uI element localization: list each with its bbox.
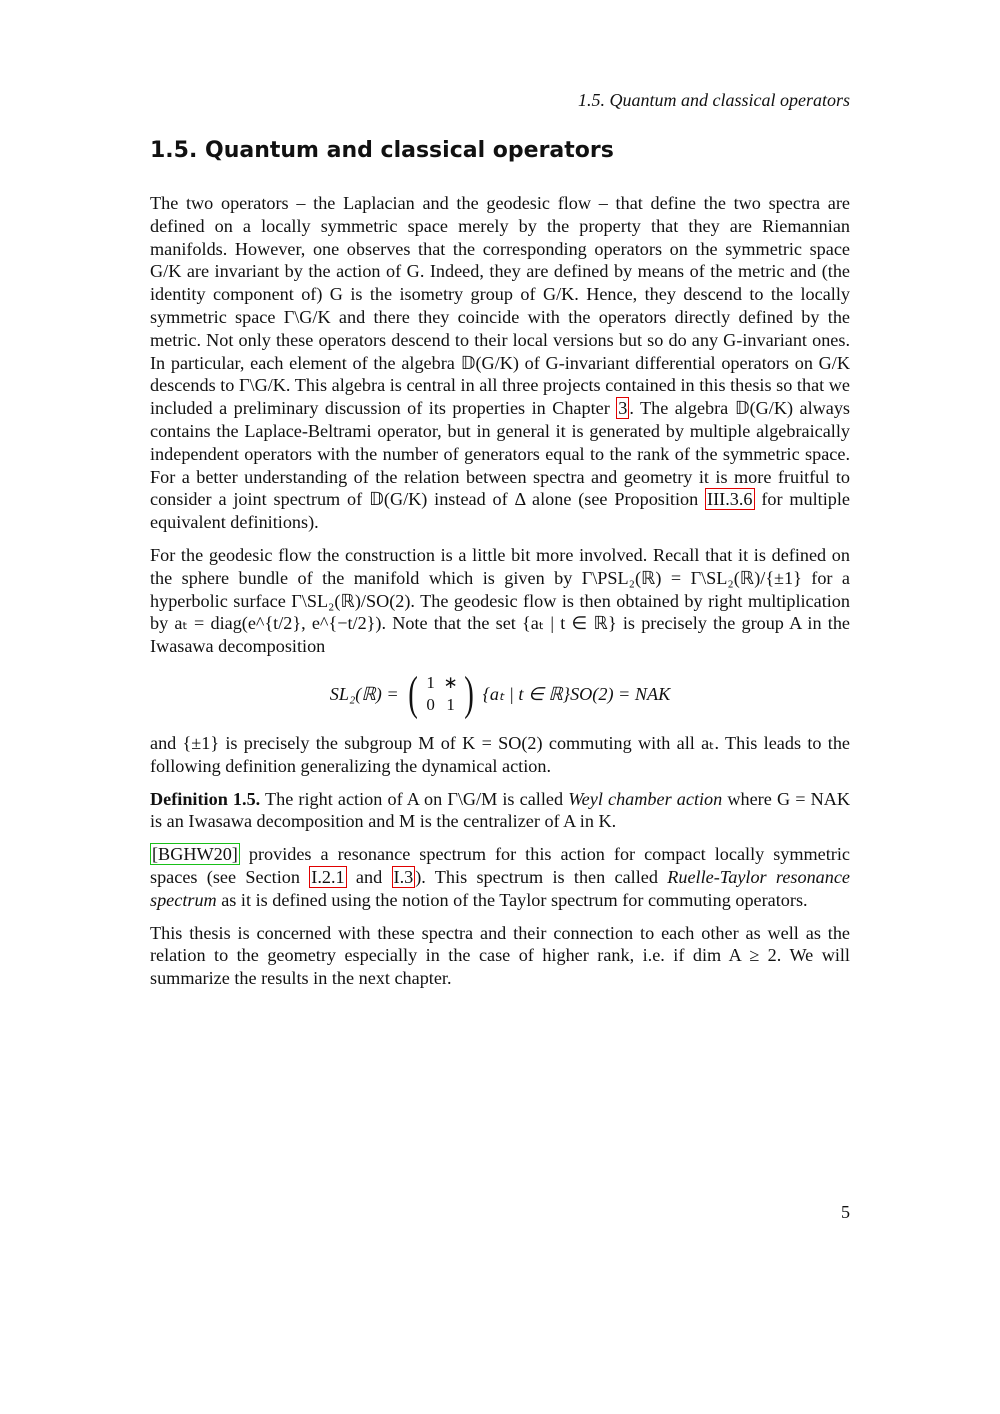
matrix-entry: ∗	[443, 672, 458, 692]
left-paren-icon: (	[407, 666, 418, 720]
paragraph-4-text-c: ). This spectrum is then called	[415, 866, 668, 887]
definition-text-a: The right action of A on Γ\G/M is called	[260, 788, 569, 809]
definition-block	[150, 788, 850, 834]
body-text	[150, 192, 850, 1000]
paragraph-1-text-b: . The algebra 𝔻(G/K) always contains the Laplace-Beltrami operator, but in general it is generated by multiple algebraically independent operators with the number of generators equal to the rank of the symmetric space. For a better understanding of the relation between spectra and geometry it is more fruitful to consider a joint spectrum of 𝔻(G/K) instead of Δ alone (see Proposition	[150, 398, 851, 510]
paragraph-1	[150, 192, 850, 534]
chapter-3-link[interactable]: 3	[618, 398, 628, 419]
matrix-entry: 1	[446, 694, 455, 714]
right-paren-icon: )	[463, 666, 474, 720]
paragraph-1-text-a: The two operators – the Laplacian and the geodesic flow – that define the two spectra are defined on a locally symmetric space merely by the property that they are Riemannian manifolds. However, one observes that the corresponding operators on the symmetric space G/K are invariant by the action of G. Indeed, they are defined by means of the metric and (the identity component of) G is the isometry group of G/K. Hence, they descend to the locally symmetric space Γ\G/K and there they coincide with the operators directly defined by the metric. Not only these operators descend to their local versions but so do any G-invariant ones. In particular, each element of the algebra 𝔻(G/K) of G-invariant differential operators on G/K descends to Γ\G/K. This algebra is central in all three projects contained in this thesis so that we included a preliminary discussion of its properties in Chapter	[150, 193, 850, 419]
paragraph-4-text-a: provides a resonance spectrum for this action for compact locally symmetric spaces (see Section	[150, 844, 850, 887]
proposition-link[interactable]: III.3.6	[707, 489, 753, 510]
paragraph-3: and {±1} is precisely the subgroup M of K = SO(2) commuting with all aₜ. This leads to the following definition generalizing the dynamical action.	[150, 732, 850, 776]
paragraph-4-text-b: and	[346, 866, 392, 887]
matrix	[405, 666, 477, 720]
matrix-entry: 0	[426, 694, 435, 714]
definition-heading: Definition 1.5.	[150, 788, 261, 809]
equation-lhs: SL₂(ℝ) =	[329, 683, 399, 704]
section-link-1[interactable]: I.2.1	[311, 866, 345, 887]
paragraph-4	[150, 843, 850, 911]
paragraph-4-text-d: as it is defined using the notion of the Taylor spectrum for commuting operators.	[216, 889, 808, 910]
iwasawa-equation	[150, 666, 850, 720]
running-head: 1.5. Quantum and classical operators	[578, 90, 850, 110]
paragraph-1-text-c: for multiple equivalent definitions).	[150, 489, 850, 533]
matrix-entry: 1	[426, 672, 435, 692]
definition-term: Weyl chamber action	[568, 788, 723, 809]
page-number: 5	[841, 1202, 850, 1222]
paragraph-2: For the geodesic flow the construction is a little bit more involved. Recall that it is defined on the sphere bundle of the manifold which is given by Γ\PSL₂(ℝ) = Γ\SL₂(ℝ)/{±1} for a hyperbolic surface Γ\SL₂(ℝ)/SO(2). The geodesic flow is then obtained by right multiplication by aₜ = diag(e^{t/2}, e^{−t/2}). Note that the set {aₜ | t ∈ ℝ} is precisely the group A in the Iwasawa decomposition	[150, 544, 850, 657]
paragraph-4-term: Ruelle-Taylor resonance spectrum	[150, 866, 851, 910]
section-title: 1.5. Quantum and classical operators	[150, 138, 614, 163]
equation-rhs: {aₜ | t ∈ ℝ}SO(2) = NAK	[482, 683, 671, 704]
paragraph-5: This thesis is concerned with these spectra and their connection to each other as well as the relation to the geometry especially in the case of higher rank, i.e. if dim A ≥ 2. We will summarize the results in the next chapter.	[150, 922, 850, 989]
section-link-2[interactable]: I.3	[393, 866, 414, 887]
definition-text-b: where G = NAK is an Iwasawa decomposition and M is the centralizer of A in K.	[150, 788, 850, 832]
citation-link[interactable]: [BGHW20]	[152, 844, 238, 865]
